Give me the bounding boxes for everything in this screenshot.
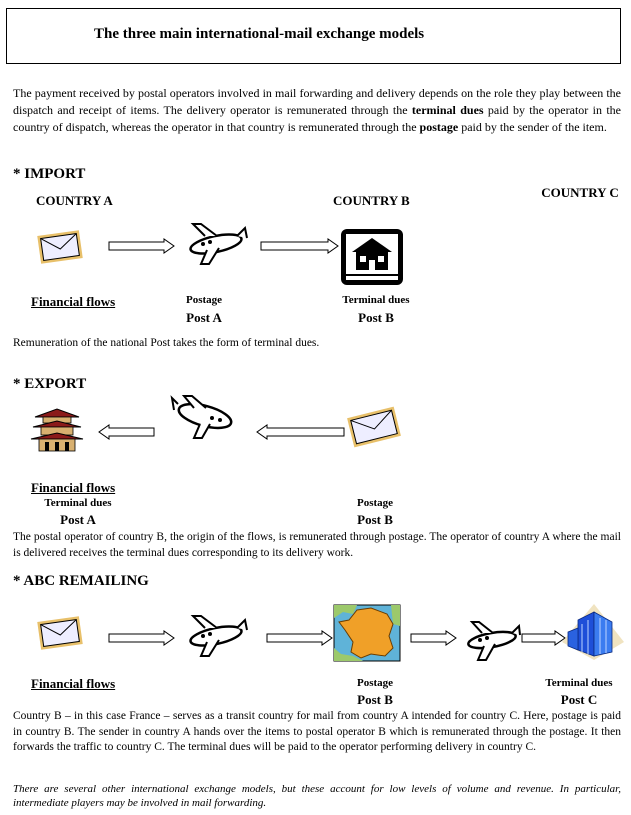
export-post-b: Post B — [357, 512, 393, 527]
export-heading: * EXPORT — [13, 376, 87, 392]
building-icon — [560, 602, 626, 662]
export-post-a: Post A — [60, 512, 96, 527]
abc-post-c: Post C — [560, 692, 598, 707]
import-heading: * IMPORT — [13, 166, 86, 182]
abc-heading: * ABC REMAILING — [13, 573, 149, 589]
country-b-label: COUNTRY B — [333, 193, 410, 208]
abc-terminal-dues-label: Terminal dues — [545, 677, 613, 689]
abc-note: Country B – in this case France – serves as a transit country for mail from country A intended for country C. Here, postage is paid in country B. The sender in country A hands over the items to postal operator B which is remunerated through the postage. It then forwards the traffic to country C. The terminal dues will be paid to the operator performing delivery in country C. — [13, 710, 621, 753]
export-note: The postal operator of country B, the origin of the flows, is remunerated through postage. The operator of country A where the mail is delivered receives the terminal dues corresponding to its delivery work. — [13, 531, 621, 559]
airplane-icon — [462, 620, 522, 662]
envelope-icon — [35, 617, 85, 649]
envelope-icon — [35, 231, 85, 263]
import-postage-label: Postage — [185, 294, 223, 306]
france-map-icon — [333, 604, 401, 662]
arrow-icon — [256, 424, 346, 440]
airplane-icon — [183, 222, 249, 266]
intro-bold-postage: postage — [419, 120, 459, 134]
footnote: There are several other international exchange models, but these account for low levels of volume and revenue. In particular, intermediate players may be involved in mail forwarding. — [13, 783, 621, 809]
import-post-a: Post A — [186, 310, 222, 325]
import-financial-flows: Financial flows — [31, 294, 116, 309]
intro-paragraph — [13, 85, 621, 136]
arrow-icon — [260, 238, 340, 254]
import-note: Remuneration of the national Post takes the form of terminal dues. — [13, 337, 320, 349]
export-financial-flows: Financial flows — [31, 480, 116, 495]
page-title: The three main international-mail exchange models — [94, 26, 425, 42]
export-postage-label: Postage — [356, 497, 394, 509]
airplane-icon — [183, 614, 249, 658]
arrow-icon — [266, 630, 334, 646]
airplane-icon — [170, 394, 240, 440]
abc-post-b: Post B — [357, 692, 393, 707]
intro-bold-terminal-dues: terminal dues — [411, 103, 484, 117]
house-icon — [340, 228, 404, 286]
arrow-icon — [108, 238, 176, 254]
export-terminal-dues-label: Terminal dues — [44, 497, 112, 509]
arrow-icon — [108, 630, 176, 646]
country-a-label: COUNTRY A — [36, 193, 113, 208]
arrow-icon — [410, 630, 458, 646]
country-c-label: COUNTRY C — [541, 185, 619, 200]
import-terminal-dues-label: Terminal dues — [342, 294, 410, 306]
import-post-b: Post B — [358, 310, 394, 325]
envelope-icon — [346, 408, 402, 446]
abc-financial-flows: Financial flows — [31, 676, 116, 691]
pagoda-icon — [31, 407, 83, 453]
intro-text-2: paid by the operator in the country of dispatch, whereas the operator in that country is remunerated through the — [13, 103, 621, 134]
intro-text-3: paid by the sender of the item. — [458, 120, 607, 134]
arrow-icon — [98, 424, 156, 440]
abc-postage-label: Postage — [356, 677, 394, 689]
intro-text-1: The payment received by postal operators involved in mail forwarding and delivery depends on the role they play between the dispatch and receipt of items. The delivery operator is remunerated through the — [13, 86, 621, 117]
